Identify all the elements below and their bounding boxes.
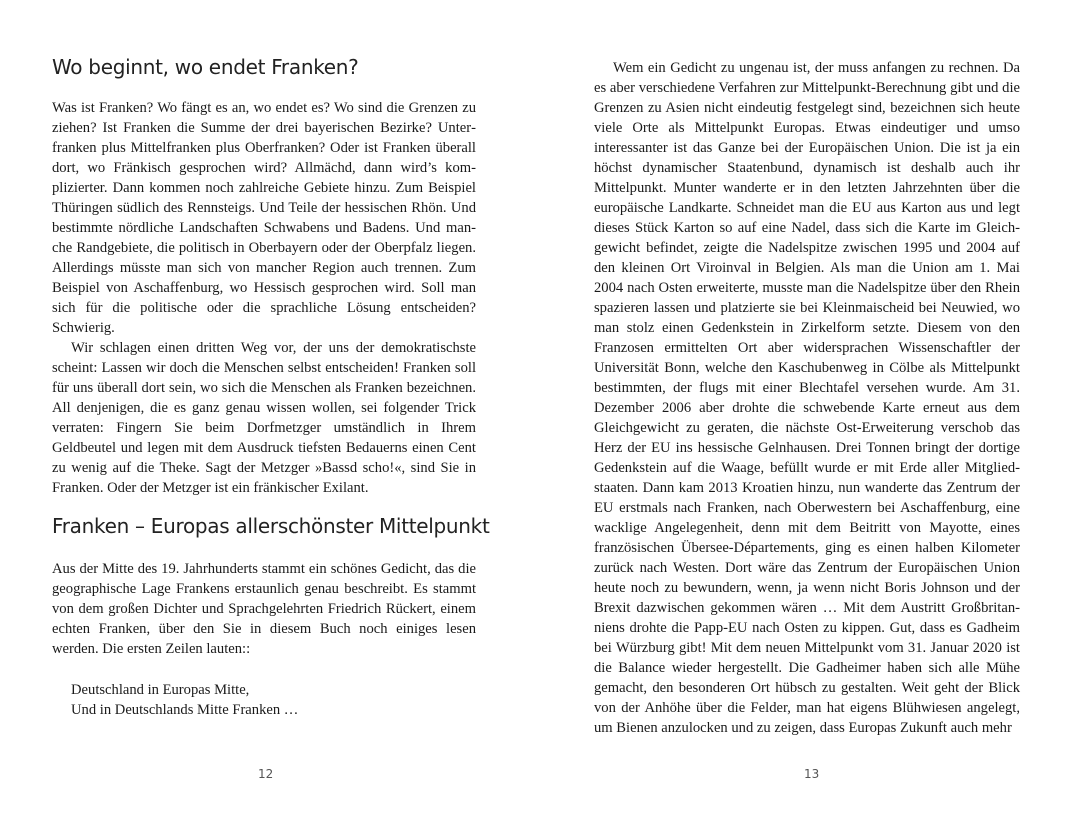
paragraph: Was ist Franken? Wo fängt es an, wo endet es? Wo sind die Grenzen zu ziehen? Ist Franken die Summe der drei bayerischen Bezirke? Unterfranken plus Mittelfranken plus Oberfranken? Oder ist Franken überall dort, wo Fränkisch gesprochen wird? Allmächd, dann wird’s komplizierter. Dann kommen noch zahlreiche Gebiete hinzu. Zum Beispiel Thüringen südlich des Rennsteigs. Und Teile der hessischen Rhön. Und bestimmte nördliche Landschaften Schwabens und Badens. Und manche Randgebiete, die politisch in Oberbayern oder der Oberpfalz liegen. Allerdings müsste man sich von mancher Region auch trennen. Zum Beispiel von Aschaffenburg, wo Hessisch gesprochen wird. Soll man sich für die politische oder die sprachliche Lösung entscheiden? Schwierig. xyxy=(52,100,476,336)
body-text xyxy=(594,58,1020,738)
page-number-left: 12 xyxy=(258,767,274,781)
section-1-text xyxy=(52,98,476,498)
right-page xyxy=(594,0,1020,823)
paragraph: Aus der Mitte des 19. Jahrhunderts stammt ein schönes Gedicht, das die geographische Lage Frankens erstaunlich genau beschreibt. Es stammt von dem großen Dichter und Sprachgelehrten Friedrich Rückert, einem echten Franken, über den Sie in diesem Buch noch einiges lesen werden. Die ersten Zeilen lauten:: xyxy=(52,561,476,657)
paragraph: Wir schlagen einen dritten Weg vor, der uns der demokratischste scheint: Lassen wir doch die Menschen selbst entscheiden! Franken soll für uns überall dort sein, wo sich die Menschen als Franken bezeichnen. All denjenigen, die es ganz genau wissen wollen, sei folgender Trick verraten: Fingern Sie beim Dorfmetzger umständlich in Ihrem Geldbeutel und legen mit dem Ausdruck tiefsten Bedauerns einen Cent zu wenig auf die Theke. Sagt der Metzger »Bassd scho!«, sind Sie in Franken. Oder der Metzger ist ein fränkischer Exilant. xyxy=(52,340,476,496)
page-number-right: 13 xyxy=(804,767,820,781)
section-heading-1: Wo beginnt, wo endet Franken? xyxy=(52,55,359,79)
left-page xyxy=(52,0,490,823)
section-heading-2: Franken – Europas allerschönster Mittelpunkt xyxy=(52,514,490,538)
poem-quote xyxy=(71,680,298,720)
poem-line: Und in Deutschlands Mitte Franken … xyxy=(71,702,299,718)
paragraph: Wem ein Gedicht zu ungenau ist, der muss anfangen zu rechnen. Da es aber verschiedene Verfahren zur Mittelpunkt-Berechnung gibt und die Grenzen zu Asien nicht eindeutig festgelegt sind, bezeichnen sich heute viele Orte als Mittelpunkt Europas. Etwas eindeutiger und umso interessanter ist das Ganze bei der Europäischen Union. Die ist ja ein höchst dynamischer Staatenbund, dynamisch ist deshalb auch ihr Mittelpunkt. Munter wanderte er in den letzten Jahrzehnten über die europäische Landkarte. Schneidet man die EU aus Karton aus und legt dieses Stück Karton so auf eine Nadel, dass sich die Karte im Gleichgewicht befindet, zeigte die Nadelspitze zwischen 1995 und 2004 auf den kleinen Ort Viroinval in Belgien. Als man die Union am 1. Mai 2004 nach Osten erweiterte, musste man die Nadelspitze über den Rhein spazieren lassen und platzierte sie bei Kleinmaischeid bei Neuwied, wo man stolz einen Gedenkstein in Zirkelform setzte. Diesem von den Franzosen ermittelten Ort aber widersprachen Wissenschaftler der Universität Bonn, welche den Kaschubenweg in Cölbe als Mittelpunkt bestimmten, der flugs mit einer Blechtafel versehen wurde. Am 31. Dezember 2006 aber drohte die schwebende Karte erneut aus dem Gleichgewicht zu geraten, die nächste Ost-Erweiterung verschob das Herz der EU ins hessische Gelnhausen. Drei Tonnen bringt der dortige Gedenkstein auf die Waage, befüllt wurde er mit Erde aller Mitgliedstaaten. Dann kam 2013 Kroatien hinzu, nun wanderte das Zentrum der EU erstmals nach Franken, nach Oberwestern bei Aschaffenburg, eine wacklige Angelegenheit, denn mit dem Beitritt von Mayotte, eines französischen Übersee-Départements, ging es einen halben Kilometer zurück nach Westen. Dort wäre das Zentrum der Europäischen Union heute noch zu bewundern, wenn, ja wenn nicht Boris Johnson und der Brexit dazwischen gekommen wären … Mit dem Austritt Großbritanniens drohte die Papp-EU nach Osten zu kippen. Gut, dass es Gadheim bei Würzburg gibt! Mit dem neuen Mittelpunkt vom 31. Januar 2020 ist die Balance wieder hergestellt. Die Gadheimer haben sich alle Mühe gemacht, den besonderen Ort hübsch zu gestalten. Weit geht der Blick von der Anhöhe über die Felder, man hat eigens Blühwiesen angelegt, um Bienen anzulocken und zu zeigen, dass Europas Zukunft auch mehr xyxy=(594,60,1020,736)
section-2-text xyxy=(52,559,476,659)
poem-line: Deutschland in Europas Mitte, xyxy=(71,682,250,698)
